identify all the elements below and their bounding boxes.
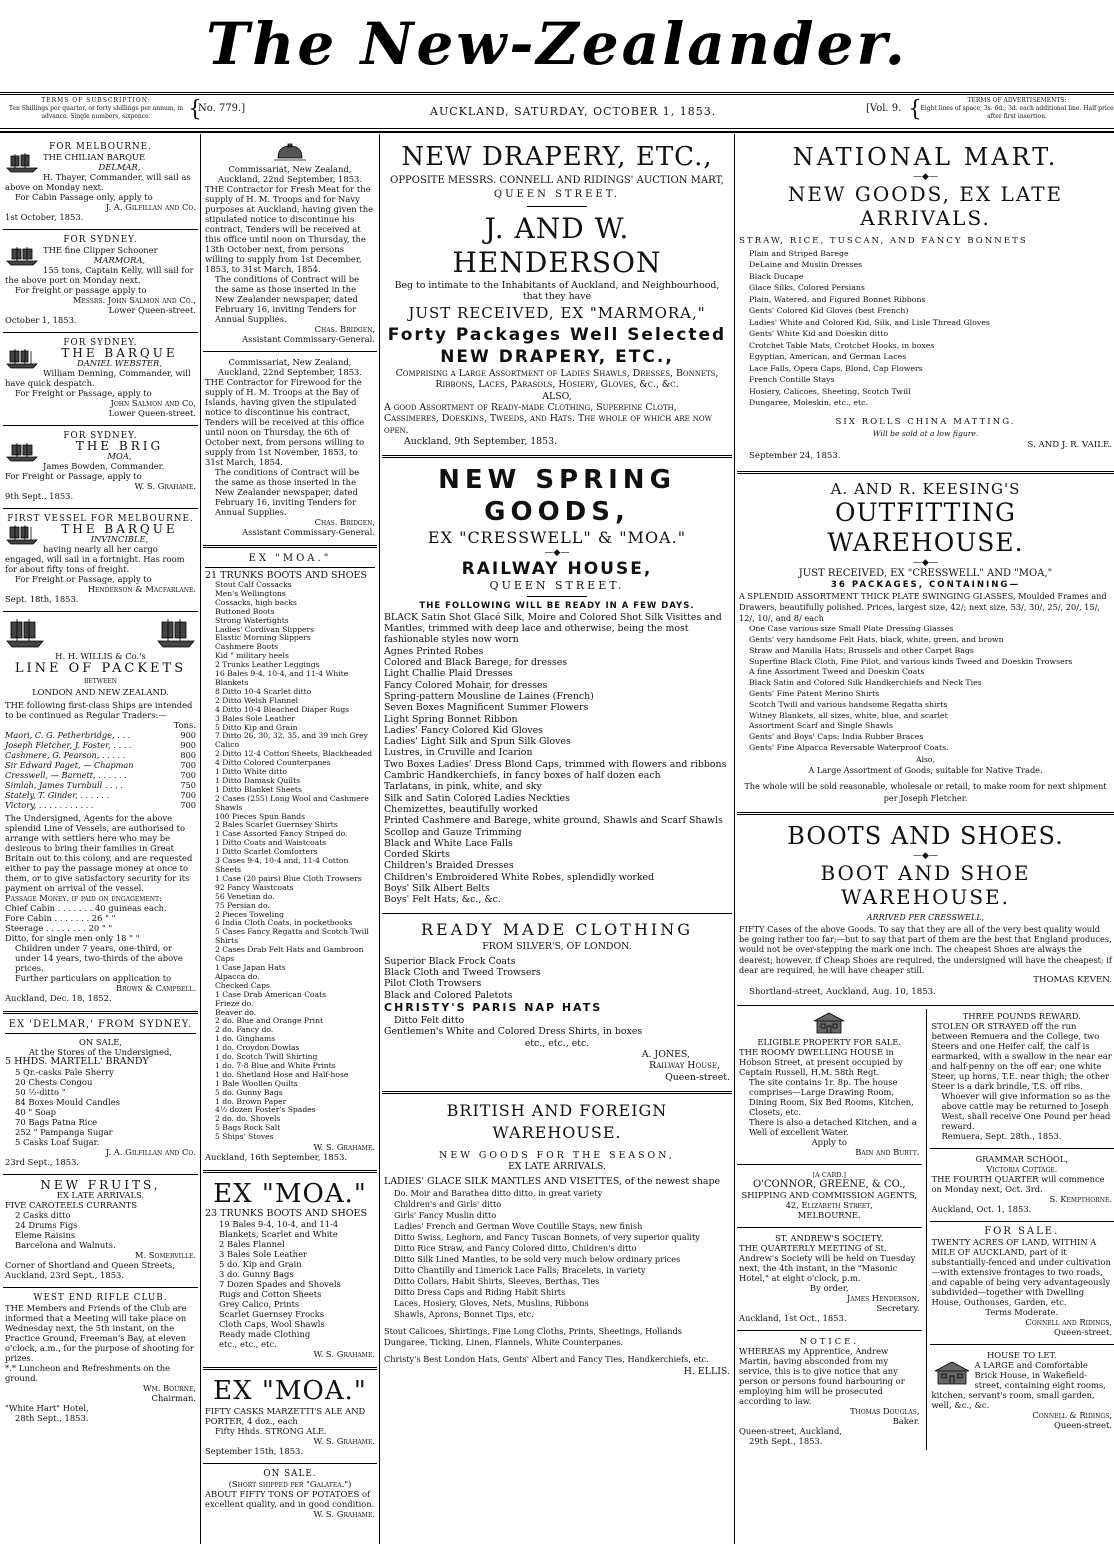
list-item: Scotch Twill and various handsome Regatta shirts [749, 699, 948, 709]
list-item: Ladies' White and Colored Kid, Silk, and Lisle Thread Gloves [749, 317, 990, 327]
ad-commissariat-firewood: Commissariat, New Zealand, Auckland, 22nd September, 1853. THE Contractor for Firewood for the supply of H. M. Troops at the Bay of Islands, having given the stipulated notice to discontinue his contract, Tenders will be received at this office until noon on Thursday, the 6th of October next, from persons willing to supply from 1st November, 1853, to 31st March, 1854. The conditions of Contract will be the same as those inserted in the New Zealander newspaper, dated February 16, inviting Tenders for Annual Supplies. Chas. Bridgen, Assistant Commissary-General. [205, 357, 375, 537]
list-item: Checked Caps [215, 980, 270, 990]
list-item: Strong Watertights [215, 615, 289, 625]
list-item: 2 Ditto Welsh Flannel [215, 695, 299, 705]
list-item: Shawls, Aprons, Bonnet Tips, etc. [394, 1308, 534, 1319]
list-item: 1 Case Japan Hats [215, 962, 286, 972]
bottom-ads-grid [737, 1009, 1114, 1450]
ship-icon [5, 524, 39, 546]
masthead-rule [0, 92, 1114, 95]
list-item: 5 do. Kip and Grain [219, 1259, 302, 1270]
list-item: Ready made Clothing [219, 1329, 311, 1340]
list-item: Ladies' Light Silk and Spun Silk Gloves [384, 736, 571, 748]
list-item: 1 do. Ginghams [215, 1034, 276, 1044]
list-item: Plain and Striped Barege [749, 248, 849, 258]
ad-three-pounds-reward: THREE POUNDS REWARD. STOLEN OR STRAYED off the run between Remuera and the College, two Steers and one Heifer calf, the calf is earmarked, with a swallow in the near ear and half-penny on the off ear; one white Steer, up horns, T.E. near thigh; the other Steer is a dark brindle, T.S. off ribs. Whoever will give information so as the above cattle may be returned to Joseph West, shall receive One Pound per head reward. Remuera, Sept. 28th., 1853. [931, 1011, 1112, 1142]
list-item: 5 Ships' Stoves [215, 1132, 274, 1142]
list-item: Black and Colored Paletots [384, 989, 513, 1001]
house-icon [811, 1011, 847, 1035]
masthead [0, 0, 1114, 90]
ad-delmar-sale: EX 'DELMAR,' FROM SYDNEY. ON SALE, At the Stores of the Undersigned, 5 HHDS. MARTELL' BRANDY 5 Qr.-casks Pale Sherry 20 Chests Congou 50 ½-ditto " 84 Boxes Mould Candles 40 " Soap 70 Bags Patna Rice 252 " Pampanga Sugar 5 Casks Loaf Sugar. J. A. Gilfillan and Co. 23rd Sept., 1853. [5, 1019, 196, 1167]
list-item: Children's and Girls' ditto [394, 1198, 502, 1209]
ship-tons-cell: 700 [180, 770, 196, 780]
ship-icon [5, 152, 39, 174]
ad-oconnor-card: [A CARD.] O'CONNOR, GREENE, & CO., SHIPPING AND COMMISSION AGENTS, 42, Elizabeth Street, MELBOURNE. [741, 1171, 917, 1221]
list-item: 5 Ditto Kip and Grain [215, 722, 298, 732]
ship-icon [5, 348, 39, 370]
advertisement-terms: TERMS OF ADVERTISEMENTS: Eight lines of space, 3s. 6d.; 3d. each additional line. Half price after first insertion. [920, 97, 1114, 120]
column-4 [737, 140, 1114, 1540]
column-1 [3, 140, 198, 1540]
list-item: Boys' Silk Albert Belts [384, 882, 490, 894]
list-item: 1 Ditto Scarlet Comforters [215, 847, 318, 857]
list-item: Cossacks, high backs [215, 597, 297, 607]
list-item: Agnes Printed Robes [384, 645, 484, 657]
list-item: 2 do. Fancy do. [215, 1025, 274, 1035]
ships-table [5, 730, 196, 810]
list-item: Silk and Satin Colored Ladies Neckties [384, 792, 570, 804]
ship-name-cell: Cresswell, — Barnett, . . . . . . [5, 770, 127, 780]
list-item: Gents' very handsome Felt Hats, black, white, green, and brown [749, 634, 1004, 644]
list-item: Lace Falls, Opera Caps, Blond, Cap Flowers [749, 363, 923, 373]
ship-name-cell: Stately, T. Ginder, . . . . . . [5, 790, 110, 800]
ship-tons-cell: 900 [180, 740, 196, 750]
ad-ex-moa-2: EX "MOA." 23 TRUNKS BOOTS AND SHOES 19 Bales 9-4, 10-4, and 11-4 Blankets, Scarlet and White 2 Bales Flannel 3 Bales Sole Leather 5 do. Kip and Grain 3 do. Gunny Bags 7 Dozen Spades and Shovels Rugs and Cotton Sheets Grey Calico, Prints Scarlet Guernsey Frocks Cloth Caps, Wool Shawls Ready made Clothing etc., etc., etc. W. S. Grahame. [205, 1179, 375, 1360]
ship-name-cell: Maori, C. G. Petherbridge, . . . [5, 730, 131, 740]
ship-name-cell: Joseph Fletcher, J. Foster, . . . . [5, 740, 132, 750]
ship-icon [5, 617, 45, 649]
list-item: Corded Skirts [384, 849, 450, 861]
list-item: 1 Case (20 pairs) Blue Cloth Trowsers [215, 873, 362, 883]
list-item: Elastic Morning Slippers [215, 633, 311, 643]
ad-eligible-property: ELIGIBLE PROPERTY FOR SALE. THE ROOMY DWELLING HOUSE in Hobson Street, at present occupied by Captain Russell, H.M. 58th Regt. The site contains 1r. 8p. The house comprises—Large Drawing Room, Dining Room, Six Bed Rooms, Kitchen, Closets, etc. There is also a detached Kitchen, and a Well of excellent Water. Apply to Bain and Burtt. [737, 1009, 922, 1161]
list-item: Cloth Caps, Wool Shawls [219, 1319, 325, 1330]
list-item: Beaver do. [215, 1007, 257, 1017]
list-item: 3 Cases 9-4, 10-4 and, 11-4 Cotton Sheets [215, 856, 349, 874]
ship-name-cell: Sir Edward Paget, — Chapman [5, 760, 134, 770]
ad-new-fruits: NEW FRUITS, EX LATE ARRIVALS. FIVE CAROTEELS CURRANTS 2 Casks ditto 24 Drums Figs Eleme Raisins Barcelona and Walnuts. M. Somerville. Corner of Shortland and Queen Streets, Auckland, 23rd Sept., 1853. [5, 1178, 196, 1280]
list-item: 5 do. Gunny Bags [215, 1087, 283, 1097]
list-item: 16 Bales 9-4, 10-4, and 11-4 White Blankets [215, 669, 349, 687]
list-item: 19 Bales 9-4, 10-4, and 11-4 Blankets, Scarlet and White [219, 1219, 339, 1240]
list-item: Glace Silks, Colored Persians [749, 283, 865, 293]
ad-boots-shoes: BOOTS AND SHOES. —◆— BOOT AND SHOE WAREHOUSE. ARRIVED PER CRESSWELL, FIFTY Cases of the above Goods. To say that they are all of the very best quality would be going rather too far;—but to say that part of them are the best that England produces, would not be over-stepping the mark one inch. The cheapest Shoes are always the dearest; however, if Cheap Shoes are required, the undersigned will have the cheapest; if dear are required, he will have cheaper still. THOMAS KEVEN. Shortland-street, Auckland, Aug. 10, 1853. [739, 822, 1112, 997]
list-item: Superior Black Frock Coats [384, 955, 516, 967]
list-item: 4½ dozen Foster's Spades [215, 1105, 316, 1115]
list-item: 2 Trunks Leather Leggings [215, 660, 320, 670]
list-item: Stout Calf Cossacks [215, 580, 292, 589]
ship-tons-cell: 700 [180, 790, 196, 800]
list-item: 2 Bales Flannel [219, 1239, 285, 1250]
ad-ready-made-clothing: READY MADE CLOTHING FROM SILVER'S, OF LONDON. Superior Black Frock Coats Black Cloth and Tweed Trowsers Pilot Cloth Trowsers Black and Colored Paletots CHRISTY'S PARIS NAP HATS Ditto Felt ditto Gentlemen's White and Colored Dress Shirts, in boxes etc., etc., etc. A. JONES, Railway House, Queen-street. [384, 919, 730, 1083]
list-item: Straw and Manilla Hats; Brussels and other Carpet Bags [749, 645, 974, 655]
list-item: 1 Ditto Coats and Waistcoats [215, 838, 327, 848]
ship-name-cell: Victory, . . . . . . . . . . . [5, 800, 94, 810]
list-item: Gents' Colored Kid Gloves (best French) [749, 306, 909, 316]
list-item: Gents' Fine Patent Merino Shirts [749, 688, 880, 698]
ship-tons-cell: 800 [180, 750, 196, 760]
list-item: Pilot Cloth Trowsers [384, 978, 482, 990]
list-item: Plain, Watered, and Figured Bonnet Ribbons [749, 294, 926, 304]
list-item: Girls' Fancy Muslin ditto [394, 1209, 497, 1220]
list-item: 1 do. Croydon Dowlas [215, 1043, 300, 1053]
list-item: Light Spring Bonnet Ribbon [384, 713, 518, 725]
list-item: Black Cloth and Tweed Trowsers [384, 967, 541, 979]
list-item: Grey Calico, Prints [219, 1299, 300, 1310]
ad-house-to-let: HOUSE TO LET. A LARGE and Comfortable Brick House, in Wakefield-street, containing eight rooms, kitchen, servant's room, small garden, well, &c., &c. Connell & Ridings, Queen-street. [931, 1350, 1112, 1431]
list-item: 2 do. do. Shovels [215, 1114, 281, 1124]
table-row [5, 750, 196, 760]
list-item: French Contille Stays [749, 375, 835, 385]
list-item: 7 Dozen Spades and Shovels [219, 1279, 341, 1290]
ad-henderson-drapery: NEW DRAPERY, ETC., OPPOSITE MESSRS. CONNELL AND RIDINGS' AUCTION MART, QUEEN STREET. J. AND W. HENDERSON Beg to intimate to the Inhabitants of Auckland, and Neighbourhood, that they have JUST RECEIVED, EX "MARMORA," Forty Packages Well Selected NEW DRAPERY, ETC., Comprising a Large Assortment of Ladies Shawls, Dresses, Bonnets, Ribbons, Laces, Parasols, Hosiery, Gloves, &c., &c. ALSO, A good Assortment of Ready-made Clothing, Superfine Cloth, Cassimeres, Doeskins, Tweeds, and Hats. The whole of which are now open. Auckland, 9th September, 1853. [384, 142, 727, 447]
list-item: 1 Ditto Blanket Sheets [215, 784, 302, 794]
list-item: 1 do. Shetland Hose and Half-hose [215, 1069, 349, 1079]
ship-tons-cell: 700 [180, 760, 196, 770]
list-item: 1 do. Brown Paper [215, 1096, 287, 1106]
list-item: Crotchet Table Mats, Crotchet Hooks, in boxes [749, 340, 935, 350]
table-row [5, 760, 196, 770]
list-item: 1 Ditto Damask Quilts [215, 775, 301, 785]
list-item: 2 Ditto 12-4 Cotton Sheets, Blackheaded [215, 749, 373, 759]
list-item: Boys' Felt Hats, &c., &c. [384, 894, 501, 906]
list-item: Buttoned Boots [215, 606, 275, 616]
ad-ex-moa-1: EX "MOA." 21 TRUNKS BOOTS AND SHOES Stout Calf Cossacks Men's Wellingtons Cossacks, high backs Buttoned Boots Strong Watertights Ladies' Cordivan Slippers Elastic Morning Slippers Cashmere Boots Kid " military heels 2 Trunks Leather Leggings 16 Bales 9-4, 10-4, and 11-4 White Blankets 8 Ditto 10-4 Scarlet ditto 2 Ditto Welsh Flannel 4 Ditto 10-4 Bleached Diaper Rugs 3 Bales Sole Leather 5 Ditto Kip and Grain 7 Ditto 26, 30, 32, 35, and 39 inch Grey Calico 2 Ditto 12-4 Cotton Sheets, Blackheaded 4 Ditto Colored Counterpanes 1 Ditto White ditto 1 Ditto Damask Quilts 1 Ditto Blanket Sheets 2 Cases (255) Long Wool and Cashmere Shawls 100 Pieces Spun Bands 2 Bales Scarlet Guernsey Shirts 1 Case Assorted Fancy Striped do. 1 Ditto Coats and Waistcoats 1 Ditto Scarlet Comforters 3 Cases 9-4, 10-4 and, 11-4 Cotton Sheets 1 Case (20 pairs) Blue Cloth Trowsers 92 Fancy Waistcoats 56 Venetian do. 75 Persian do. 2 Pieces Toweling 6 India Cloth Coats, in pocketbooks 5 Cases Fancy Regatta and Scotch Twill Shirts 2 Cases Drab Felt Hats and Gambroon Caps 1 Case Japan Hats Alpacca do. Checked Caps 1 Case Drab American Coats Frieze do. Beaver do. 2 do. Blue and Orange Print 2 do. Fancy do. 1 do. Ginghams 1 do. Croydon Dowlas 1 do. Scotch Twill Shirting 1 do. 7-8 Blue and White Prints 1 do. Shetland Hose and Half-hose 1 Bale Woollen Quilts 5 do. Gunny Bags 1 do. Brown Paper 4½ dozen Foster's Spades 2 do. do. Shovels 5 Bags Rock Salt 5 Ships' Stoves W. S. Grahame. Auckland, 16th September, 1853. [205, 553, 375, 1163]
list-item: Printed Cashmere and Barege, white ground, Shawls and Scarf Shawls [384, 815, 723, 827]
list-item: Ditto Chantilly and Limerick Lace Falls; Bracelets, in variety [394, 1264, 646, 1275]
ship-name-cell: Simlah, James Turnbull . . . . [5, 780, 124, 790]
ship-icon [5, 245, 39, 267]
list-item: etc., etc., etc. [219, 1339, 277, 1350]
list-item: Lustres, in Cruville and Icarion [384, 747, 533, 759]
issue-number: No. 779.] [198, 103, 246, 114]
list-item: Ditto Silk Lined Mantles, to be sold very much below ordinary prices [394, 1253, 681, 1264]
list-item: 75 Persian do. [215, 900, 270, 910]
list-item: Superfine Black Cloth, Fine Pilot, and various kinds Tweed and Doeskin Trowsers [749, 656, 1073, 666]
table-row [5, 800, 196, 810]
list-item: One Case various size Small Plate Dressing Glasses [749, 624, 954, 634]
ad-commissariat-meat: Commissariat, New Zealand, Auckland, 22nd September, 1853. THE Contractor for Fresh Meat for the supply of H. M. Troops and for Navy purposes at Auckland, having given the stipulated notice to discontinue his contract, Tenders will be received at this office until noon on Thursday, the 13th October next, from persons willing to supply from 1st December, 1853, to 31st March, 1854. The conditions of Contract will be the same as those inserted in the New Zealander newspaper, dated February 16, inviting Tenders for Annual Supplies. Chas. Bridgen, Assistant Commissary-General. [203, 140, 377, 348]
list-item: Rugs and Cotton Sheets [219, 1289, 322, 1300]
list-item: Men's Wellingtons [215, 588, 286, 598]
list-item: 3 do. Gunny Bags [219, 1269, 294, 1280]
list-item: 6 India Cloth Coats, in pocketbooks [215, 918, 353, 928]
ad-notice-apprentice: NOTICE. WHEREAS my Apprentice, Andrew Martin, having absconded from my service, this is to give notice that any person or persons found harbouring or employing him will be prosecuted according to law. Thomas Douglas, Baker. Queen-street, Auckland, 29th Sept., 1853. [739, 1336, 920, 1447]
ad-potatoes: ON SALE. (Short shipped per "Galatea.") ABOUT FIFTY TONS OF POTATOES of excellent quality, and in good condition. W. S. Grahame. [205, 1469, 375, 1520]
ship-tons-cell: 900 [180, 730, 196, 740]
list-item: 5 Cases Fancy Regatta and Scotch Twill Shirts [215, 927, 369, 946]
ad-sydney-marmora: FOR SYDNEY. THE fine Clipper Schooner MARMORA, 155 tons, Captain Kelly, will sail for the above port on Monday next. For freight or passage apply to Messrs. John Salmon and Co., Lower Queen-street. October 1, 1853. [5, 235, 196, 325]
list-item: Do. Moir and Barathea ditto ditto, in great variety [394, 1187, 603, 1198]
volume-number: [Vol. 9. [866, 103, 902, 114]
list-item: Cashmere Boots [215, 642, 279, 652]
list-item: 1 Ditto White ditto [215, 767, 287, 777]
list-item: 1 do. Scotch Twill Shirting [215, 1052, 318, 1062]
ship-icon [5, 441, 39, 463]
ad-sydney-moa: FOR SYDNEY. THE BRIG MOA, James Bowden, Commander. For Freight or Passage, apply to W. S. Grahame. 9th Sept., 1853. [5, 431, 196, 501]
newspaper-title: The New-Zealander. [206, 10, 908, 78]
list-item: Chemizettes, beautifully worked [384, 803, 539, 815]
list-item: Tarlatans, in pink, white, and sky [384, 781, 542, 793]
list-item: Witney Blankets, all sizes, white, blue, and scarlet [749, 710, 948, 720]
table-row [5, 790, 196, 800]
list-item: 5 Bags Rock Salt [215, 1123, 281, 1133]
list-item: 3 Bales Sole Leather [215, 713, 295, 723]
list-item: 4 Ditto Colored Counterpanes [215, 758, 331, 768]
list-item: 1 Bale Woollen Quilts [215, 1078, 298, 1088]
list-item: Gents' and Boys' Caps; India Rubber Braces [749, 732, 924, 742]
list-item: 92 Fancy Waistcoats [215, 882, 294, 892]
list-item: 1 do. 7-8 Blue and White Prints [215, 1060, 336, 1070]
list-item: Black Ducape [749, 271, 804, 281]
list-item: Fancy Colored Mohair, for dresses [384, 679, 548, 691]
column-3 [382, 140, 732, 1540]
house-icon [932, 1360, 972, 1386]
list-item: 100 Pieces Spun Bands [215, 811, 306, 821]
ship-icon [156, 617, 196, 649]
ad-melbourne-delmar: FOR MELBOURNE. THE CHILIAN BARQUE DELMAR, H. Thayer, Commander, will sail as above on Monday next. For Cabin Passage only, apply to J. A. Gilfillan and Co. 1st October, 1853. [5, 142, 196, 222]
list-item: Gents' Fine Alpacca Reversable Waterproof Coats. [749, 742, 949, 752]
list-item: Dungaree, Moleskin, etc., etc. [749, 398, 868, 408]
list-item: Alpacca do. [215, 971, 260, 981]
list-item: 56 Venetian do. [215, 891, 275, 901]
list-item: Scarlet Guernsey Frocks [219, 1309, 325, 1320]
dateline-rule-thick [0, 131, 1114, 133]
list-item: Ditto Swiss, Leghorn, and Fancy Tuscan Bonnets, of very superior quality [394, 1231, 700, 1242]
column-2 [203, 140, 377, 1540]
list-item: Ladies' Cordivan Slippers [215, 624, 314, 634]
list-item: 4 Ditto 10-4 Bleached Diaper Rugs [215, 704, 350, 714]
list-item: 2 do. Blue and Orange Print [215, 1016, 324, 1026]
list-item: A fine Assortment Tweed and Doeskin Coats [749, 667, 925, 677]
brace-right: { [908, 97, 922, 122]
issue-date: AUCKLAND, SATURDAY, OCTOBER 1, 1853. [430, 105, 717, 118]
ad-keesing-outfitting: A. AND R. KEESING'S OUTFITTING WAREHOUSE. —◆— JUST RECEIVED, EX "CRESSWELL" AND "MOA," 36 PACKAGES, CONTAINING— A SPLENDID ASSORTMENT THICK PLATE SWINGING GLASSES, Moulded Frames and Drawers, beautifully polished. Prices, largest size, 42/; next size, 53/, 30/, 25/, 20/, 15/, 12/, 10/, and 8/ each One Case various size Small Plate Dressing Glasses Gents' very handsome Felt Hats, black, white, green, and brown Straw and Manilla Hats; Brussels and other Carpet Bags Superfine Black Cloth, Fine Pilot, and various kinds Tweed and Doeskin Trowsers A fine Assortment Tweed and Doeskin Coats Black Satin and Colored Silk Handkerchiefs and Neck Ties Gents' Fine Patent Merino Shirts Scotch Twill and various handsome Regatta shirts Witney Blankets, all sizes, white, blue, and scarlet Assortment Scarf and Single Shawls Gents' and Boys' Caps; India Rubber Braces Gents' Fine Alpacca Reversable Waterproof Coats. Also, A Large Assortment of Goods, suitable for Native Trade. The whole will be sold reasonable, wholesale or retail, to make room for next shipment per Joseph Fletcher. [737, 478, 1114, 808]
list-item: 1 Case Assorted Fancy Striped do. [215, 829, 348, 839]
column-rule [379, 134, 380, 1544]
list-item: Spring-pattern Mousline de Laines (French) [384, 690, 594, 702]
ad-st-andrews-society: ST. ANDREW'S SOCIETY. THE QUARTERLY MEETING of St. Andrew's Society will be held on Tuesday next, the 4th instant, in the "Masonic Hotel," at eight o'clock, p.m. By order, James Henderson, Secretary. Auckland, 1st Oct., 1853. [739, 1233, 920, 1324]
list-item: Children's Braided Dresses [384, 860, 514, 872]
list-item: 2 Pieces Toweling [215, 909, 284, 919]
table-row [5, 780, 196, 790]
list-item: Kid " military heels [215, 651, 289, 661]
list-item: Ladies' French and German Wove Coutille Stays, new finish [394, 1220, 643, 1231]
table-row [5, 770, 196, 780]
list-item: 2 Cases Drab Felt Hats and Gambroon Caps [215, 945, 364, 964]
list-item: Ladies' Fancy Colored Kid Gloves [384, 724, 543, 736]
list-item: Egyptian, American, and German Laces [749, 352, 907, 362]
dateline-bar [0, 97, 1114, 127]
list-item: Laces, Hosiery, Gloves, Nets, Muslins, Ribbons [394, 1297, 589, 1308]
ad-sydney-daniel-webster: FOR SYDNEY. THE BARQUE DANIEL WEBSTER, William Denning, Commander, will have quick despatch. For Freight or Passage, apply to John Salmon and Co, Lower Queen-street. [5, 338, 196, 418]
ad-british-foreign-warehouse: BRITISH AND FOREIGN WAREHOUSE. NEW GOODS FOR THE SEASON, EX LATE ARRIVALS. LADIES' GLACE SILK MANTLES AND VISETTES, of the newest shape Do. Moir and Barathea ditto ditto, in great variety Children's and Girls' ditto Girls' Fancy Muslin ditto Ladies' French and German Wove Coutille Stays, new finish Ditto Swiss, Leghorn, and Fancy Tuscan Bonnets, of very superior quality Ditto Rice Straw, and Fancy Colored ditto, Children's ditto Ditto Silk Lined Mantles, to be sold very much below ordinary prices Ditto Chantilly and Limerick Lace Falls; Bracelets, in variety Ditto Collars, Habit Shirts, Sleeves, Berthas, Ties Ditto Dress Caps and Riding Habit Shirts Laces, Hosiery, Gloves, Nets, Muslins, Ribbons Shawls, Aprons, Bonnet Tips, etc. Stout Calicoes, Shirtings, Fine Long Cloths, Prints, Sheetings, Hollands Dungaree, Ticking, Linen, Flannels, White Counterpanes. Christy's Best London Hats, Gents' Albert and Fancy Ties, Handkerchiefs, etc. H. ELLIS. [384, 1100, 730, 1377]
list-item: 8 Ditto 10-4 Scarlet ditto [215, 686, 312, 696]
ad-melbourne-invincible: FIRST VESSEL FOR MELBOURNE. THE BARQUE INVINCIBLE, having nearly all her cargo engaged, will sail in a fortnight. Has room for about fifty tons of freight. For Freight or Passage, apply to Henderson & Macfarlane. Sept. 18th, 1853. [5, 514, 196, 604]
list-item: 7 Ditto 26, 30, 32, 35, and 39 inch Grey Calico [215, 731, 368, 750]
column-rule [734, 134, 735, 1544]
list-item: Hosiery, Calicoes, Sheeting, Scotch Twill [749, 386, 911, 396]
ship-tons-cell: 700 [180, 800, 196, 810]
list-item: Colored and Black Barege, for dresses [384, 657, 568, 669]
list-item: Scollop and Gauze Trimming [384, 826, 522, 838]
list-item: Black Satin and Colored Silk Handkerchiefs and Neck Ties [749, 678, 982, 688]
list-item: Ditto Dress Caps and Riding Habit Shirts [394, 1286, 566, 1297]
ad-willis-packets: H. H. WILLIS & Co.'s LINE OF PACKETS BETWEEN LONDON AND NEW ZEALAND. THE following first-class Ships are intended to be continued as Regular Traders:— Tons. Maori, C. G. Petherbridge, . . . 900 Joseph Fletcher, J. Foster, . . . . 900 Cashmere, G. Pearson, . . . . . 800 Sir Edward Paget, — Chapman 700 Cresswell, — Barnett, . . . . . . 700 Simlah, James Turnbull . . . . 750 Stately, T. Ginder, . . . . . . 700 Victory, . . . . . . . . . . . 700 The Undersigned, Agents for the above splendid Line of Vessels, are authorised to arrange with settlers here who may be desirous to bring their families in Great Britain out to this colony, and are requested either to pay the passage money at once to them, or to give satisfactory security for its payment on arrival of the vessel. Passage Money. if paid on engagement: Chief Cabin . . . . . . . 40 guineas each. Fore Cabin . . . . . . . 26 " " Steerage . . . . . . . . 20 " " Ditto, for single men only 18 " " Children under 7 years, one-third, or under 14 years, two-thirds of the above prices. Further particulars on application to Brown & Campbell. Auckland, Dec. 18, 1852. [3, 615, 198, 1007]
list-item: Gents' White Kid and Doeskin ditto [749, 329, 889, 339]
table-row [5, 740, 196, 750]
list-item: Ditto Rice Straw, and Fancy Colored ditto, Children's ditto [394, 1242, 637, 1253]
ship-tons-cell: 750 [180, 780, 196, 790]
ad-rifle-club: WEST END RIFLE CLUB. THE Members and Friends of the Club are informed that a Meeting will take place on Wednesday next, the 5th instant, on the Practice Ground, Freeman's Bay, at eleven o'clock, a.m., for the purpose of shooting for prizes. *.* Luncheon and Refreshments on the ground. Wm. Bourne, Chairman. "White Hart" Hotel, 28th Sept., 1853. [5, 1293, 196, 1423]
list-item: Seven Boxes Magnificent Summer Flowers [384, 702, 589, 714]
ad-grammar-school: GRAMMAR SCHOOL, Victoria Cottage. THE FOURTH QUARTER will commence on Monday next, Oct. 3rd. S. Kempthorne. Auckland, Oct. 1, 1853. [931, 1154, 1112, 1215]
list-item: 2 Cases (255) Long Wool and Cashmere Shawls [215, 793, 369, 812]
ship-name-cell: Cashmere, G. Pearson, . . . . . [5, 750, 126, 760]
royal-arms-icon [270, 142, 310, 162]
ad-national-mart: NATIONAL MART. —◆— NEW GOODS, EX LATE ARRIVALS. STRAW, RICE, TUSCAN, AND FANCY BONNETS Plain and Striped Barege DeLaine and Muslin Dresses Black Ducape Glace Silks, Colored Persians Plain, Watered, and Figured Bonnet Ribbons Gents' Colored Kid Gloves (best French) Ladies' White and Colored Kid, Silk, and Lisle Thread Gloves Gents' White Kid and Doeskin ditto Crotchet Table Mats, Crotchet Hooks, in boxes Egyptian, American, and German Laces Lace Falls, Opera Caps, Blond, Cap Flowers French Contille Stays Hosiery, Calicoes, Sheeting, Scotch Twill Dungaree, Moleskin, etc., etc. SIX ROLLS CHINA MATTING. Will be sold at a low figure. S. AND J. R. VAILE. September 24, 1853. [739, 143, 1112, 462]
list-item: 1 Case Drab American Coats [215, 989, 327, 999]
list-item: Black and White Lace Falls [384, 837, 513, 849]
list-item: Children's Embroidered White Robes, splendidly worked [384, 871, 655, 883]
list-item: Assortment Scarf and Single Shawls [749, 721, 894, 731]
dateline-rule [0, 128, 1114, 129]
column-rule [200, 134, 201, 1544]
ad-for-sale-land: FOR SALE. TWENTY ACRES OF LAND, WITHIN A MILE OF AUCKLAND, part of it substantially-fenced and under cultivation—with extensive frontages to two roads, and capable of being very advantageously subdivided—together with Dwelling House, Outhouses, Garden, etc. Terms Moderate. Connell and Ridings, Queen-street. [931, 1226, 1112, 1338]
list-item: Light Challie Plaid Dresses [384, 668, 513, 680]
list-item: Cambric Handkerchiefs, in fancy boxes of half dozen each [384, 770, 661, 782]
ad-spring-goods: NEW SPRING GOODS, EX "CRESSWELL" & "MOA." —◆— RAILWAY HOUSE, QUEEN STREET. THE FOLLOWING WILL BE READY IN A FEW DAYS. BLACK Satin Shot Glacé Silk, Moire and Colored Shot Silk Visittes and Mantles, trimmed with deep lace and otherwise, being the most fashionable styles now worn Agnes Printed Robes Colored and Black Barege, for dresses Light Challie Plaid Dresses Fancy Colored Mohair, for dresses Spring-pattern Mousline de Laines (French) Seven Boxes Magnificent Summer Flowers Light Spring Bonnet Ribbon Ladies' Fancy Colored Kid Gloves Ladies' Light Silk and Spun Silk Gloves Lustres, in Cruville and Icarion Two Boxes Ladies' Dress Blond Caps, trimmed with flowers and ribbons Cambric Handkerchiefs, in fancy boxes of half dozen each Tarlatans, in pink, white, and sky Silk and Satin Colored Ladies Neckties Chemizettes, beautifully worked Printed Cashmere and Barege, white ground, Shawls and Scarf Shawls Scollop and Gauze Trimming Black and White Lace Falls Corded Skirts Children's Braided Dresses Children's Embroidered White Robes, splendidly worked Boys' Silk Albert Belts Boys' Felt Hats, &c., &c. [382, 462, 732, 909]
subscription-terms: TERMS OF SUBSCRIPTION: Ten Shillings per quarter, or forty shillings per annum, in advance. Single numbers, sixpence. [8, 97, 184, 120]
list-item: DeLaine and Muslin Dresses [749, 260, 863, 270]
table-row [5, 730, 196, 740]
list-item: Frieze do. [215, 998, 254, 1008]
list-item: 3 Bales Sole Leather [219, 1249, 308, 1260]
list-item: Two Boxes Ladies' Dress Blond Caps, trimmed with flowers and ribbons [384, 758, 727, 770]
list-item: Ditto Collars, Habit Shirts, Sleeves, Berthas, Ties [394, 1275, 600, 1286]
list-item: 2 Bales Scarlet Guernsey Shirts [215, 820, 338, 830]
brace-left: { [188, 97, 202, 122]
ad-ex-moa-3: EX "MOA." FIFTY CASKS MARZETTI'S ALE AND PORTER, 4 doz., each Fifty Hhds. STRONG ALE. W. S. Grahame. September 15th, 1853. [205, 1376, 375, 1457]
